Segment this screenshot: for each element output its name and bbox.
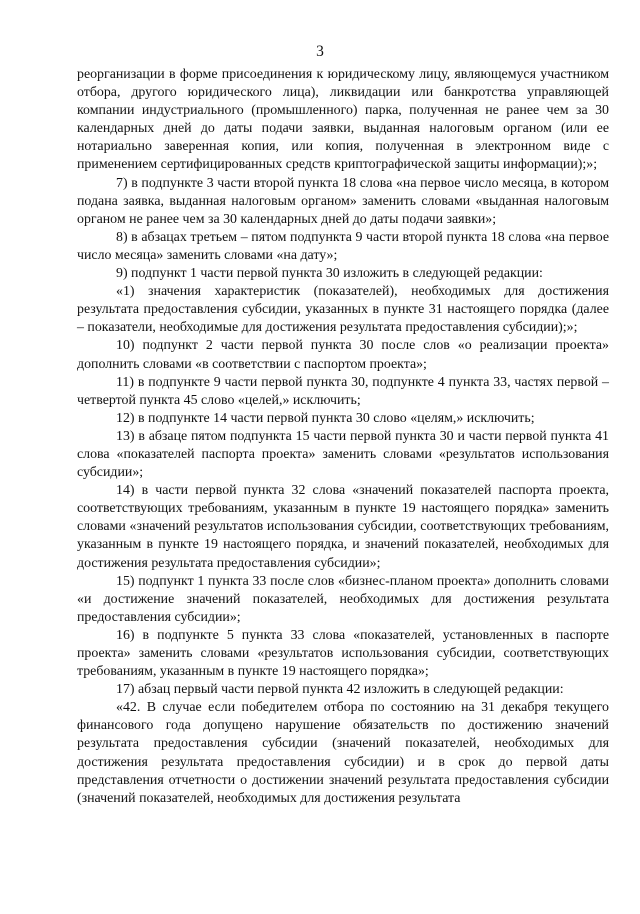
paragraph: 10) подпункт 2 части первой пункта 30 после слов «о реализации проекта» дополнить словами «в соответствии с паспортом проекта»; [77,338,609,372]
paragraph: 13) в абзаце пятом подпункта 15 части первой пункта 30 и части первой пункта 41 слова «показателей паспорта проекта» заменить словами «результатов использования субсидии»; [77,428,609,481]
paragraph: 16) в подпункте 5 пункта 33 слова «показателей, установленных в паспорте проекта» заменить словами «результатов использования субсидии, соответствующих требованиям, указанным в пункте 19 настоящего порядка»; [77,627,609,680]
paragraph: 17) абзац первый части первой пункта 42 изложить в следующей редакции: [116,682,564,698]
paragraph: 12) в подпункте 14 части первой пункта 30 слово «целям,» исключить; [116,410,535,426]
paragraph: 11) в подпункте 9 части первой пункта 30, подпункте 4 пункта 33, частях первой – четвертой пункта 45 слово «целей,» исключить; [77,374,609,408]
paragraph: 8) в абзацах третьем – пятом подпункта 9 части второй пункта 18 слова «на первое число месяца» заменить словами «на дату»; [77,229,609,263]
paragraph: «1) значения характеристик (показателей), необходимых для достижения результата предоставления субсидии, указанных в пункте 31 настоящего порядка (далее – показатели, необходимые для достижения результата предоставления субсидии);»; [77,284,609,336]
paragraph: 14) в части первой пункта 32 слова «значений показателей паспорта проекта, соответствующих требованиям, указанным в пункте 19 настоящего порядка» заменить словами «значений результатов использования субсидии, соответствующих требованиям, указанным в пункте 19 настоящего порядка, и значений показателей, необходимых для достижения результата предоставления субсидии»; [77,483,609,571]
paragraph: 7) в подпункте 3 части второй пункта 18 слова «на первое число месяца, в котором подана заявка, выданная налоговым органом» заменить словами «выданная налоговым органом не ранее чем за 30 календарных дней до даты подачи заявки»; [77,175,609,227]
paragraph: «42. В случае если победителем отбора по состоянию на 31 декабря текущего финансового года допущено нарушение обязательств по достижению значений результата предоставления субсидии (значений показателей, необходимых для достижения результата предоставления субсидии) и в срок до первой даты представления отчетности о достижении значений результата предоставления субсидии (значений показателей, необходимых для достижения результата [77,700,609,806]
document-body [77,66,609,808]
paragraph: реорганизации в форме присоединения к юридическому лицу, являющемуся участником отбора, другого юридического лица), ликвидации или банкротства управляющей компании индустриального (промышленного) парка, полученная не ранее чем за 30 календарных дней до даты подачи заявки, выданная налоговым органом (или ее нотариально заверенная копия, или копия, полученная в электронном виде с применением сертифицированных средств криптографической защиты информации);»; [77,67,609,173]
paragraph: 15) подпункт 1 пункта 33 после слов «бизнес-планом проекта» дополнить словами «и достижение значений показателей, необходимых для достижения результата предоставления субсидии»; [77,573,609,625]
paragraph: 9) подпункт 1 части первой пункта 30 изложить в следующей редакции: [116,266,543,282]
page-number: 3 [316,43,324,60]
